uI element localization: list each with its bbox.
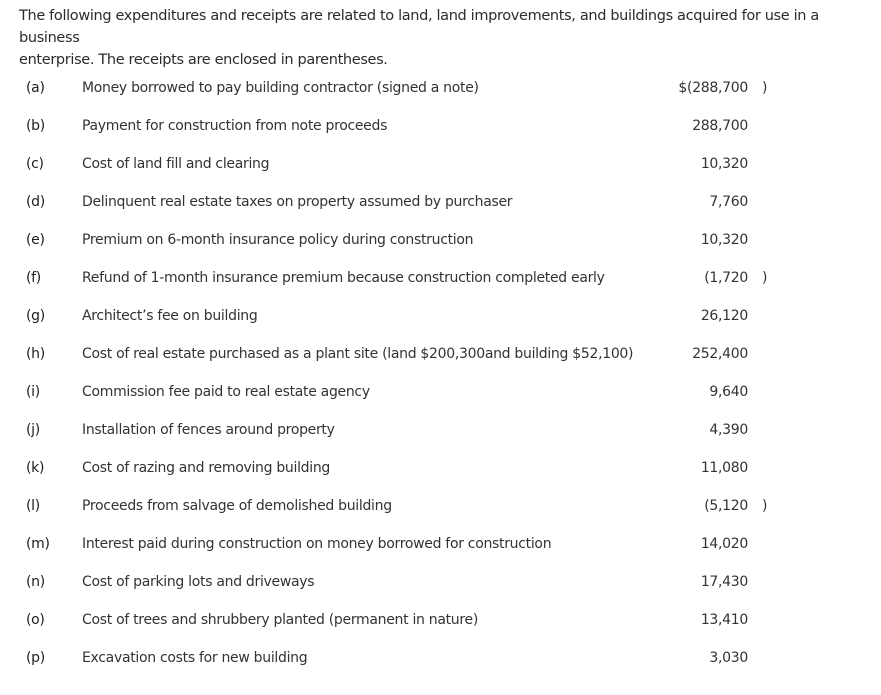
item-letter: (m)	[26, 536, 50, 552]
item-letter: (e)	[26, 232, 45, 248]
item-letter: (f)	[26, 270, 41, 286]
item-amount: 288,700	[692, 118, 748, 134]
item-closing-paren: )	[762, 498, 768, 514]
item-description: Refund of 1-month insurance premium because construction completed early	[82, 270, 605, 286]
item-letter: (c)	[26, 156, 44, 172]
item-letter: (b)	[26, 118, 45, 134]
item-amount: 4,390	[709, 422, 748, 438]
intro-line-1: The following expenditures and receipts are related to land, land improvements, and buildings acquired for use in a business	[19, 8, 819, 46]
table-row	[0, 563, 881, 601]
item-letter: (l)	[26, 498, 40, 514]
table-row	[0, 145, 881, 183]
item-description: Cost of real estate purchased as a plant site (land $200,300and building $52,100)	[82, 346, 634, 362]
item-description: Cost of razing and removing building	[82, 460, 331, 476]
item-letter: (j)	[26, 422, 40, 438]
item-amount: 10,320	[700, 156, 748, 172]
table-row	[0, 259, 881, 297]
item-letter: (o)	[26, 612, 45, 628]
table-row	[0, 373, 881, 411]
item-description: Architect’s fee on building	[82, 308, 258, 324]
item-description: Money borrowed to pay building contractor (signed a note)	[82, 80, 479, 96]
table-row	[0, 639, 881, 677]
item-description: Excavation costs for new building	[82, 650, 308, 666]
item-letter: (i)	[26, 384, 40, 400]
item-amount: (1,720	[704, 270, 748, 286]
item-letter: (k)	[26, 460, 45, 476]
item-description: Payment for construction from note proceeds	[82, 118, 388, 134]
table-row	[0, 525, 881, 563]
table-row	[0, 601, 881, 639]
item-description: Installation of fences around property	[82, 422, 335, 438]
item-description: Proceeds from salvage of demolished building	[82, 498, 392, 514]
item-letter: (p)	[26, 650, 45, 666]
item-amount: (5,120	[704, 498, 748, 514]
table-row	[0, 335, 881, 373]
problem-intro	[19, 5, 879, 71]
item-letter: (g)	[26, 308, 45, 324]
item-amount: 14,020	[700, 536, 748, 552]
item-description: Cost of trees and shrubbery planted (permanent in nature)	[82, 612, 478, 628]
item-letter: (n)	[26, 574, 45, 590]
table-row	[0, 297, 881, 335]
item-amount: 9,640	[709, 384, 748, 400]
item-description: Delinquent real estate taxes on property assumed by purchaser	[82, 194, 513, 210]
table-row	[0, 69, 881, 107]
expenditure-table	[0, 69, 881, 677]
item-letter: (h)	[26, 346, 45, 362]
item-amount: 7,760	[709, 194, 748, 210]
item-description: Premium on 6-month insurance policy during construction	[82, 232, 474, 248]
item-description: Commission fee paid to real estate agency	[82, 384, 370, 400]
table-row	[0, 107, 881, 145]
item-amount: 26,120	[700, 308, 748, 324]
table-row	[0, 449, 881, 487]
table-row	[0, 487, 881, 525]
item-amount: 10,320	[700, 232, 748, 248]
item-description: Cost of parking lots and driveways	[82, 574, 315, 590]
intro-line-2: enterprise. The receipts are enclosed in parentheses.	[19, 52, 388, 68]
item-closing-paren: )	[762, 80, 768, 96]
item-amount: 11,080	[700, 460, 748, 476]
table-row	[0, 411, 881, 449]
item-amount: 3,030	[709, 650, 748, 666]
item-letter: (d)	[26, 194, 45, 210]
table-row	[0, 183, 881, 221]
item-description: Cost of land fill and clearing	[82, 156, 270, 172]
item-description: Interest paid during construction on money borrowed for construction	[82, 536, 552, 552]
item-amount: 17,430	[700, 574, 748, 590]
item-amount: 13,410	[700, 612, 748, 628]
table-row	[0, 221, 881, 259]
item-closing-paren: )	[762, 270, 768, 286]
item-amount: $(288,700	[678, 80, 748, 96]
item-amount: 252,400	[692, 346, 748, 362]
item-letter: (a)	[26, 80, 45, 96]
